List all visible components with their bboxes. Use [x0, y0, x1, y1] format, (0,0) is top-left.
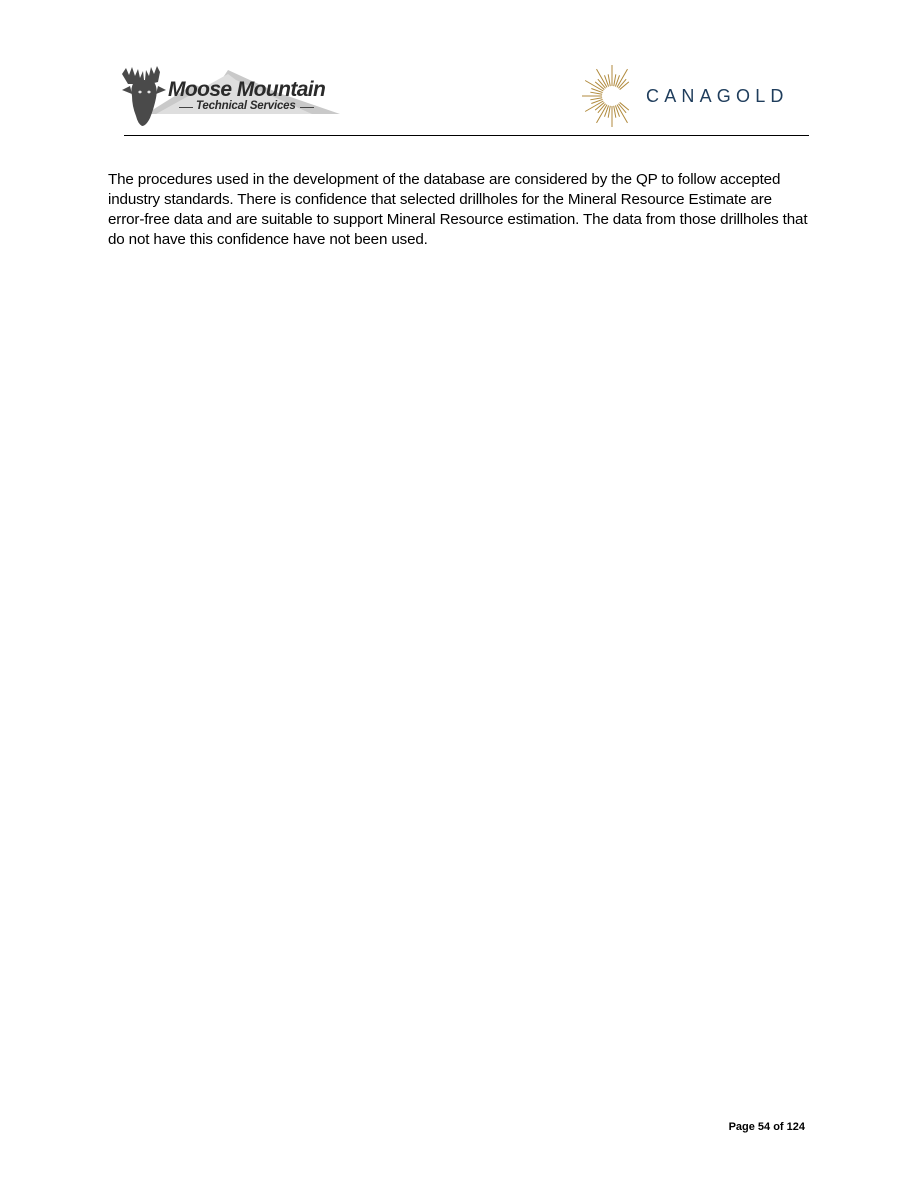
- logo-divider-right: [300, 107, 314, 108]
- logo-title: Moose Mountain: [168, 78, 326, 101]
- canagold-logo: [582, 62, 802, 132]
- logo-wordmark: CANAGOLD: [646, 86, 789, 106]
- sunburst-ray: [590, 92, 602, 94]
- sunburst-ray: [590, 98, 602, 100]
- sunburst-ray: [614, 106, 616, 118]
- body-paragraph: The procedures used in the development of the database are considered by the QP to follow accepted industry standards. There is confidence that selected drillholes for the Mineral Resource Estimate are error-free data and are suitable to support Mineral Resource estimation. The data from those drillholes that do not have this confidence have not been used.: [108, 171, 808, 248]
- logo-subtitle: Technical Services: [196, 100, 296, 112]
- sunburst-icon: [582, 62, 642, 132]
- sunburst-ray: [608, 74, 610, 86]
- page-number: Page 54 of 124: [728, 1121, 805, 1133]
- sunburst-ray: [608, 106, 610, 118]
- header-divider: [124, 135, 809, 136]
- moose-mountain-logo: [116, 64, 344, 128]
- logo-divider-left: [179, 107, 193, 108]
- sunburst-ray: [614, 74, 616, 86]
